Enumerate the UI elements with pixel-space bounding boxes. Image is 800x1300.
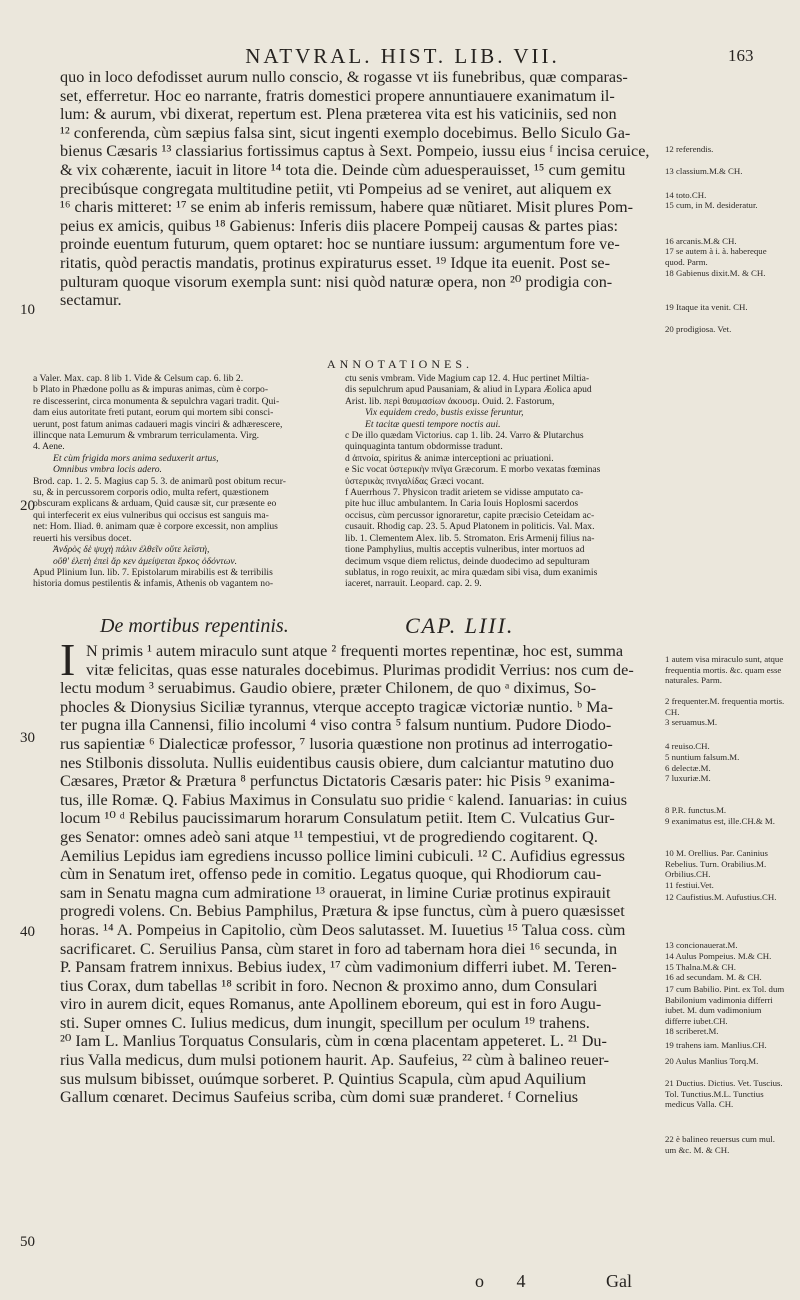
- marginal-note: 16 ad secundam. M. & CH.: [665, 972, 762, 982]
- text-line: progredi volens. Cn. Bebius Pamphilus, Prætura & ipse functus, cùm à puero quæsisset: [60, 902, 625, 921]
- text-line: cùm in Senatum iret, offenso pede in comitio. Legatus quoque, qui Rhodiorum cau-: [60, 865, 602, 884]
- marginal-note: 13 classium.M.& CH.: [665, 166, 743, 176]
- drop-cap: I: [60, 634, 76, 685]
- marginal-note: 2 frequenter.M. frequentia mortis. CH.: [665, 696, 785, 717]
- annotation-line: tione Pamphylius, multis acceptis vulneribus, inter mortuos ad: [345, 544, 585, 556]
- annotation-line: Omnibus vmbra locis adero.: [53, 464, 162, 476]
- annotation-line: Apud Plinium Iun. lib. 7. Epistolarum mirabilis est & terribilis: [33, 566, 273, 578]
- annotation-line: ctu senis vmbram. Vide Magium cap 12. 4. Huc pertinet Miltia-: [345, 373, 590, 384]
- main-text-top: [60, 68, 658, 310]
- marginal-note: 15 Thalna.M.& CH.: [665, 962, 736, 972]
- text-line: peius ex amicis, quibus ¹⁸ Gabienus: Inferis diis placere Pompeij causas & partes pias:: [60, 216, 619, 235]
- text-line: horas. ¹⁴ A. Pompeius in Capitolio, cùm Deos salutasset. M. Iuuetius ¹⁵ Talua coss. cùm: [60, 920, 626, 939]
- text-line: phocles & Dionysius Siciliæ tyrannus, vterque accepto tragicæ victoriæ nuntio. ᵇ Ma-: [60, 697, 614, 716]
- annotations-left-column: [33, 373, 323, 590]
- text-line: sacrificaret. C. Seruilius Pansa, cùm staret in foro ad tabernam hora diei ¹⁶ secunda, in: [60, 939, 618, 958]
- marginal-note: 6 delectæ.M.: [665, 763, 711, 773]
- text-line: quo in loco defodisset aurum nullo conscio, & rogasse vt iis funebribus, quæ comparas-: [60, 68, 628, 86]
- text-line: ²⁰ Iam L. Manlius Torquatus Consularis, cùm in cœna placentam appeteret. L. ²¹ Du-: [60, 1032, 607, 1051]
- marginal-note: 22 è balineo reuersus cum mul. um &c. M. & CH.: [665, 1134, 775, 1155]
- annotation-line: Arist. lib. περὶ θαυμασίων ἀκουσμ. Ouid. 2. Fastorum,: [345, 395, 555, 407]
- text-line: pulturam quoque visorum exempla sunt: nisi quòd naturæ opera, non ²⁰ prodigia con-: [60, 272, 613, 291]
- annotation-line: obscuram explicans & arduam, Quid causæ sit, cur præsente eo: [33, 498, 277, 510]
- text-line: ¹⁶ charis mitteret: ¹⁷ se enim ab inferis remissum, habere quæ nũtiaret. Misit plures Pom-: [60, 198, 634, 217]
- annotation-line: ὑστερικὰς πνιγαλίδας Græci vocant.: [345, 475, 485, 487]
- annotation-line: Vix equidem credo, bustis exisse feruntur,: [365, 407, 524, 419]
- text-line: ges Senator: omnes adeò sani atque ¹¹ tempestiui, vt de progrediendo cogitarent. Q.: [60, 827, 598, 846]
- running-title: NATVRAL. HIST. LIB. VII.: [245, 44, 560, 68]
- text-line: ¹² conferenda, cùm sæpius falsa sint, sicut ingenti exemplo docebimus. Bello Siculo Ga-: [60, 123, 631, 142]
- chapter-number: CAP. LIII.: [405, 613, 515, 638]
- annotation-line: cusauit. Rhodig cap. 23. 5. Apud Platonem in politicis. Val. Max.: [345, 521, 595, 533]
- signature-mark: o 4: [475, 1271, 540, 1291]
- text-line: ritatis, quòd peractis mandatis, protinus expiraturus esset. ¹⁹ Idque ita euenit. Post se-: [60, 253, 610, 272]
- text-line: lectu modum ³ seruabimus. Gaudio obiere, præter Chilonem, de quo ᵃ diximus, So-: [60, 679, 597, 698]
- text-line: lum: & aurum, vbi dixerat, repertum est. Plena præterea vita est his vaticiniis, sed non: [60, 105, 617, 124]
- marginal-note: 19 trahens iam. Manlius.CH.: [665, 1040, 767, 1050]
- marginal-note: 11 festiui.Vet.: [665, 880, 714, 890]
- annotation-line: Ἀνδρὸς δὲ ψυχὴ πάλιν ἐλθεῖν οὔτε λεϊστὴ,: [53, 544, 210, 556]
- text-line: P. Pansam fratrem innixus. Bebius iudex, ¹⁷ cùm vadimonium differri iubet. M. Teren-: [60, 958, 617, 977]
- line-number-40: 40: [20, 924, 35, 940]
- marginal-note: 1 autem visa miraculo sunt, atque frequentia mortis. &c. quam esse naturales. Parm.: [665, 654, 784, 685]
- annotation-line: dam eius autoritate freti putant, eorum qui mortem sibi consci-: [33, 407, 274, 419]
- annotation-line: iaceret, narrauit. Leopard. cap. 2. 9.: [345, 578, 482, 590]
- line-number-30: 30: [20, 730, 35, 746]
- marginal-note: 18 scriberet.M.: [665, 1026, 719, 1036]
- annotation-line: su, & in percussorem corporis odio, multa refert, quæstionem: [33, 487, 269, 499]
- text-line: precibúsque congregata multitudine petiit, vti Pompeius ad se veniret, aut aliquem ex: [60, 179, 612, 198]
- text-line: set, efferretur. Hoc eo narrante, fratris domestici propere annuntiauere exanimatum il-: [60, 86, 615, 105]
- marginal-note: 21 Ductius. Dictius. Vet. Tuscius. Tol. Tunctius.M.L. Tunctius medicus Valla. CH.: [665, 1078, 783, 1109]
- marginal-note: 15 cum, in M. desideratur.: [665, 200, 758, 210]
- marginal-note: 14 Aulus Pompeius. M.& CH.: [665, 951, 772, 961]
- text-line: sam in Senatu magna cum admiratione ¹³ orauerat, in limine Curiæ protinus expirauit: [60, 883, 611, 902]
- text-line: Gallum cœnaret. Decimus Saufeius scriba, cùm domi suæ pranderet. ᶠ Cornelius: [60, 1088, 579, 1107]
- annotation-line: Brod. cap. 1. 2. 5. Magius cap 5. 3. de animarũ post obitum recur-: [33, 475, 286, 487]
- marginal-note: 19 Itaque ita venit. CH.: [665, 302, 748, 312]
- annotation-line: Et cùm frigida mors anima seduxerit artus,: [53, 452, 219, 464]
- marginal-note: 9 exanimatus est, ille.CH.& M.: [665, 816, 775, 826]
- text-line: rius Valla medicus, dum mulsi potionem haurit. Ap. Saufeius, ²² cùm à balineo reuer-: [60, 1051, 610, 1070]
- annotation-line: reuerti his versibus docet.: [33, 532, 132, 544]
- annotation-line: decimum vsque diem relictus, deinde duodecimo ad sepulturam: [345, 555, 590, 567]
- marginal-note: 4 reuiso.CH.: [665, 741, 710, 751]
- text-line: rus sapientiæ ⁶ Dialecticæ professor, ⁷ lusoria quæstione non protinus ad interrogatio-: [60, 734, 613, 753]
- annotation-line: pite huc illuc ambulantem. In Caria Iouis Hoplosmi sacerdos: [345, 498, 579, 510]
- annotation-line: qui interfecerit ex eius vulneribus qui occisus est sanguis ma-: [33, 509, 269, 521]
- page-number: 163: [728, 46, 754, 65]
- annotation-line: uerunt, post fatum animas cadaueri magis vinciri & adhærescere,: [33, 418, 283, 430]
- marginal-notes-bottom: [665, 0, 785, 1290]
- annotation-line: sublatus, in rogo reuixit, ac mira quædam sibi visa, dum exanimis: [345, 566, 598, 578]
- text-line: Cæsares, Prætor & Prætura ⁸ perfunctus Dictatoris Cæsaris pater: hic Pisis ⁹ exanima-: [60, 772, 615, 791]
- annotation-line: historia domus pestilentis & infamis, Athenis ob vagantem no-: [33, 578, 274, 590]
- annotation-line: lib. 1. Clementem Alex. lib. 5. Stromaton. Eris Armenij filius na-: [345, 532, 595, 544]
- main-text-bottom: [60, 642, 658, 1107]
- annotation-line: quinquaginta tantum obdormisse tradunt.: [345, 441, 503, 453]
- annotation-line: 4. Aene.: [33, 441, 65, 453]
- text-line: vitæ felicitas, quas esse naturales docebimus. Plurimas prodidit Verrius: nos cum de-: [86, 660, 634, 679]
- marginal-note: 17 se autem à i. à. habereque quod. Parm.: [665, 246, 767, 267]
- annotation-line: e Sic vocat ὑστερικὴν πνῖγα Græcorum. E morbo vexatas fœminas: [345, 464, 601, 476]
- marginal-note: 3 seruamus.M.: [665, 717, 718, 727]
- text-line: sectamur.: [60, 291, 122, 310]
- chapter-title: De mortibus repentinis.: [100, 615, 289, 637]
- marginal-note: 16 arcanis.M.& CH.: [665, 236, 737, 246]
- marginal-note: 18 Gabienus dixit.M. & CH.: [665, 268, 766, 278]
- annotation-line: d ἀπνοία, spiritus & animæ interceptioni ac priuationi.: [345, 452, 554, 464]
- text-line: Aemilius Lepidus iam egrediens incusso pollice limini cubiculi. ¹² C. Aufidius egressus: [60, 846, 625, 865]
- annotation-line: re discesserint, circa monumenta & sepulchra vagari tradit. Qui-: [33, 395, 280, 407]
- text-line: sti. Super omnes C. Iulius medicus, dum inungit, specillum per oculum ¹⁹ trahens.: [60, 1013, 590, 1032]
- marginal-note: 20 Aulus Manlius Torq.M.: [665, 1056, 759, 1066]
- annotations-right-column: [345, 373, 635, 590]
- text-line: viro in aurem dicit, eques Romanus, ante Apollinem eboreum, qui est in foro Augu-: [60, 995, 602, 1014]
- annotation-line: a Valer. Max. cap. 8 lib 1. Vide & Celsum cap. 6. lib 2.: [33, 373, 244, 384]
- text-line: locum ¹⁰ ᵈ Rebilus paucissimarum horarum Consulatum petiit. Item C. Vulcatius Gur-: [60, 809, 615, 828]
- text-line: ter pugna illa Cannensi, filio incolumi ⁴ viso contra ⁵ falsum nuntium. Pudore Diodo-: [60, 716, 612, 735]
- annotation-line: οὔθ' ἑλετὴ ἐπεὶ ἄρ κεν ἀμείψεται ἕρκος ὀδόντων.: [53, 555, 238, 567]
- marginal-note: 20 prodigiosa. Vet.: [665, 324, 732, 334]
- line-number-10: 10: [20, 302, 35, 318]
- text-line: N primis ¹ autem miraculo sunt atque ² frequenti mortes repentinæ, hoc est, summa: [86, 642, 624, 660]
- marginal-note: 5 nuntium falsum.M.: [665, 752, 740, 762]
- annotations-heading: ANNOTATIONES.: [326, 357, 474, 371]
- annotation-line: Et tacitæ questi tempore noctis aui.: [365, 418, 501, 430]
- text-line: tus, ille Romæ. Q. Fabius Maximus in Consulatu suo pridie ᶜ kalend. Ianuarias: in cuius: [60, 790, 628, 809]
- annotation-line: c De illo quædam Victorius. cap 1. lib. 24. Varro & Plutarchus: [345, 430, 584, 442]
- marginal-note: 13 concionauerat.M.: [665, 940, 738, 950]
- text-line: bienus Cæsaris ¹³ classiarius fortissimus captus à Sext. Pompeio, iussu eius ᶠ incisa ceruice,: [60, 142, 650, 161]
- catchword: Gal: [606, 1271, 632, 1291]
- text-line: sus mulsum bibisset, ouúmque sorberet. P. Quintius Scapula, cùm apud Aquilium: [60, 1069, 587, 1088]
- marginal-note: 12 Caufistius.M. Aufustius.CH.: [665, 892, 777, 902]
- line-number-20: 20: [20, 498, 35, 514]
- marginal-note: 14 toto.CH.: [665, 190, 707, 200]
- marginal-note: 10 M. Orellius. Par. Caninius Rebelius. Turn. Orabilius.M. Orbilius.CH.: [665, 848, 768, 879]
- annotation-line: illincque nata Lemurum & vmbrarum terriculamenta. Virg.: [33, 430, 260, 442]
- marginal-note: 12 referendis.: [665, 144, 714, 154]
- text-line: tius Corax, dum tabellas ¹⁸ scribit in foro. Necnon & proximo anno, dum Consulari: [60, 976, 598, 995]
- text-line: proinde euentum futurum, quem optaret: hoc se nuntiare iussum: argumentum fore ve-: [60, 235, 620, 254]
- text-line: nes Stilbonis dissoluta. Nullis euidentibus causis obiere, dum calciantur matutino duo: [60, 753, 614, 772]
- annotation-line: occisus, cùm percussor ignoraretur, capite præcisio Ceteidam ac-: [345, 509, 595, 521]
- annotation-line: b Plato in Phædone pollu as & impuras animas, cùm è corpo-: [33, 384, 269, 396]
- marginal-note: 8 P.R. functus.M.: [665, 805, 727, 815]
- marginal-note: 17 cum Babilio. Pint. ex Tol. dum Babilonium vadimonia differri iubet. M. dum vadimonium differre iubet.CH.: [665, 984, 785, 1026]
- text-line: & vix cohærente, iacuit in litore ¹⁴ tota die. Deinde cùm aduesperauisset, ¹⁵ cum gemitu: [60, 160, 626, 179]
- annotation-line: dis sepulchrum apud Pausaniam, & aliud in Lypara Æolica apud: [345, 384, 592, 396]
- annotation-line: f Auerrhous 7. Physicon tradit arietem se vidisse amputato ca-: [345, 487, 584, 499]
- marginal-note: 7 luxuriæ.M.: [665, 773, 711, 783]
- annotation-line: net: Hom. Iliad. θ. animam quæ è corpore excessit, non amplius: [33, 521, 278, 533]
- line-number-50: 50: [20, 1234, 35, 1250]
